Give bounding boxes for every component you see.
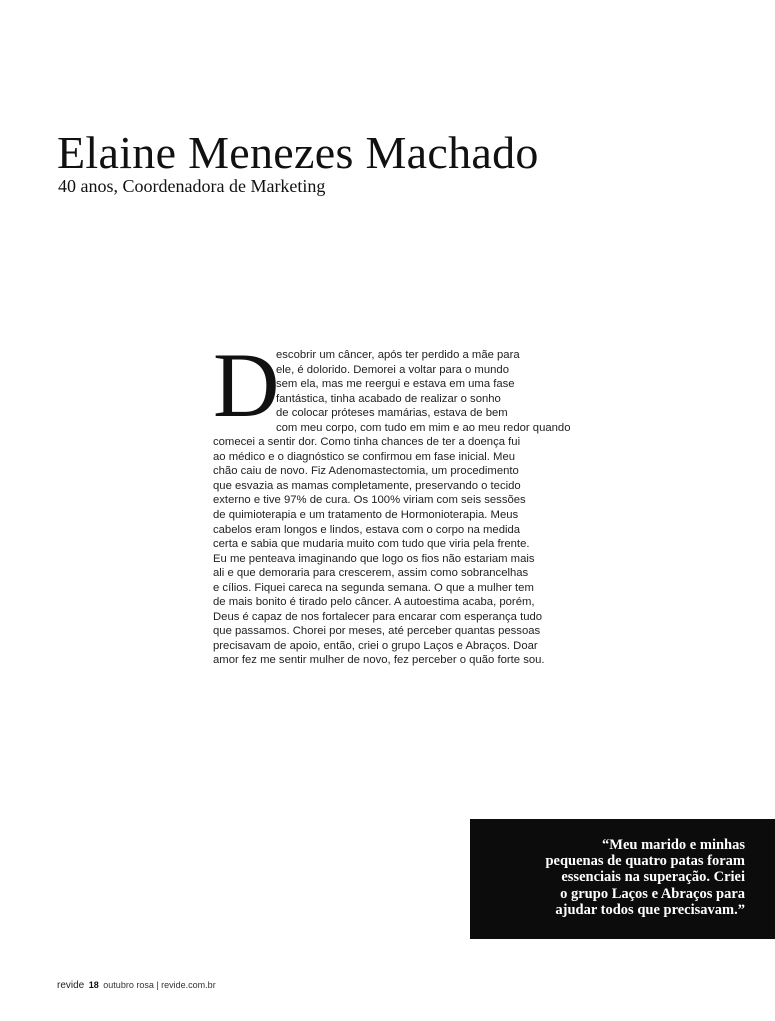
article-line: Deus é capaz de nos fortalecer para encarar com esperança tudo: [213, 610, 543, 623]
article-line: precisavam de apoio, então, criei o grupo Laços e Abraços. Doar: [213, 639, 538, 652]
article-line: Eu me penteava imaginando que logo os fios não estariam mais: [213, 552, 535, 565]
drop-cap: D: [213, 334, 280, 436]
article-line: externo e tive 97% de cura. Os 100% viriam com seis sessões: [213, 494, 526, 507]
footer-section: outubro rosa | revide.com.br: [103, 980, 216, 990]
page-title: Elaine Menezes Machado: [57, 127, 539, 178]
article-line: que passamos. Chorei por meses, até perceber quantas pessoas: [213, 625, 541, 638]
article-line: de colocar próteses mamárias, estava de bem: [276, 407, 508, 420]
page-number: 18: [88, 980, 99, 990]
quote-line: ajudar todos que precisavam.”: [555, 901, 745, 918]
article-line: ele, é dolorido. Demorei a voltar para o mundo: [276, 363, 509, 376]
article-body: [213, 334, 571, 668]
article-line: escobrir um câncer, após ter perdido a mãe para: [276, 349, 520, 361]
article-line: chão caiu de novo. Fiz Adenomastectomia, um procedimento: [213, 465, 519, 478]
article-line: de mais bonito é tirado pelo câncer. A autoestima acaba, porém,: [213, 596, 535, 609]
article-line: cabelos eram longos e lindos, estava com o corpo na medida: [213, 523, 521, 536]
quote-line: pequenas de quatro patas foram: [545, 853, 745, 870]
article-line: fantástica, tinha acabado de realizar o sonho: [276, 392, 501, 405]
article-line: sem ela, mas me reergui e estava em uma fase: [276, 378, 515, 391]
article-line: amor fez me sentir mulher de novo, fez perceber o quão forte sou.: [213, 654, 545, 667]
pull-quote: [470, 819, 775, 939]
page-footer: [57, 979, 216, 992]
article-line: com meu corpo, com tudo em mim e ao meu redor quando: [276, 421, 571, 434]
article-line: ao médico e o diagnóstico se confirmou em fase inicial. Meu: [213, 450, 516, 463]
article-line: comecei a sentir dor. Como tinha chances de ter a doença fui: [213, 436, 521, 449]
quote-line: “Meu marido e minhas: [602, 837, 745, 853]
magazine-logo: revide: [57, 980, 85, 991]
article-line: ali e que demoraria para crescerem, assim como sobrancelhas: [213, 567, 529, 580]
article-line: e cílios. Fiquei careca na segunda semana. O que a mulher tem: [213, 581, 534, 594]
article-line: de quimioterapia e um tratamento de Hormonioterapia. Meus: [213, 509, 519, 522]
quote-line: essenciais na superação. Criei: [561, 869, 745, 886]
quote-line: o grupo Laços e Abraços para: [560, 885, 745, 902]
page-subtitle: 40 anos, Coordenadora de Marketing: [58, 176, 326, 196]
article-line: que esvazia as mamas completamente, preservando o tecido: [213, 479, 521, 492]
article-line: certa e sabia que mudaria muito com tudo que viria pela frente.: [213, 538, 530, 551]
